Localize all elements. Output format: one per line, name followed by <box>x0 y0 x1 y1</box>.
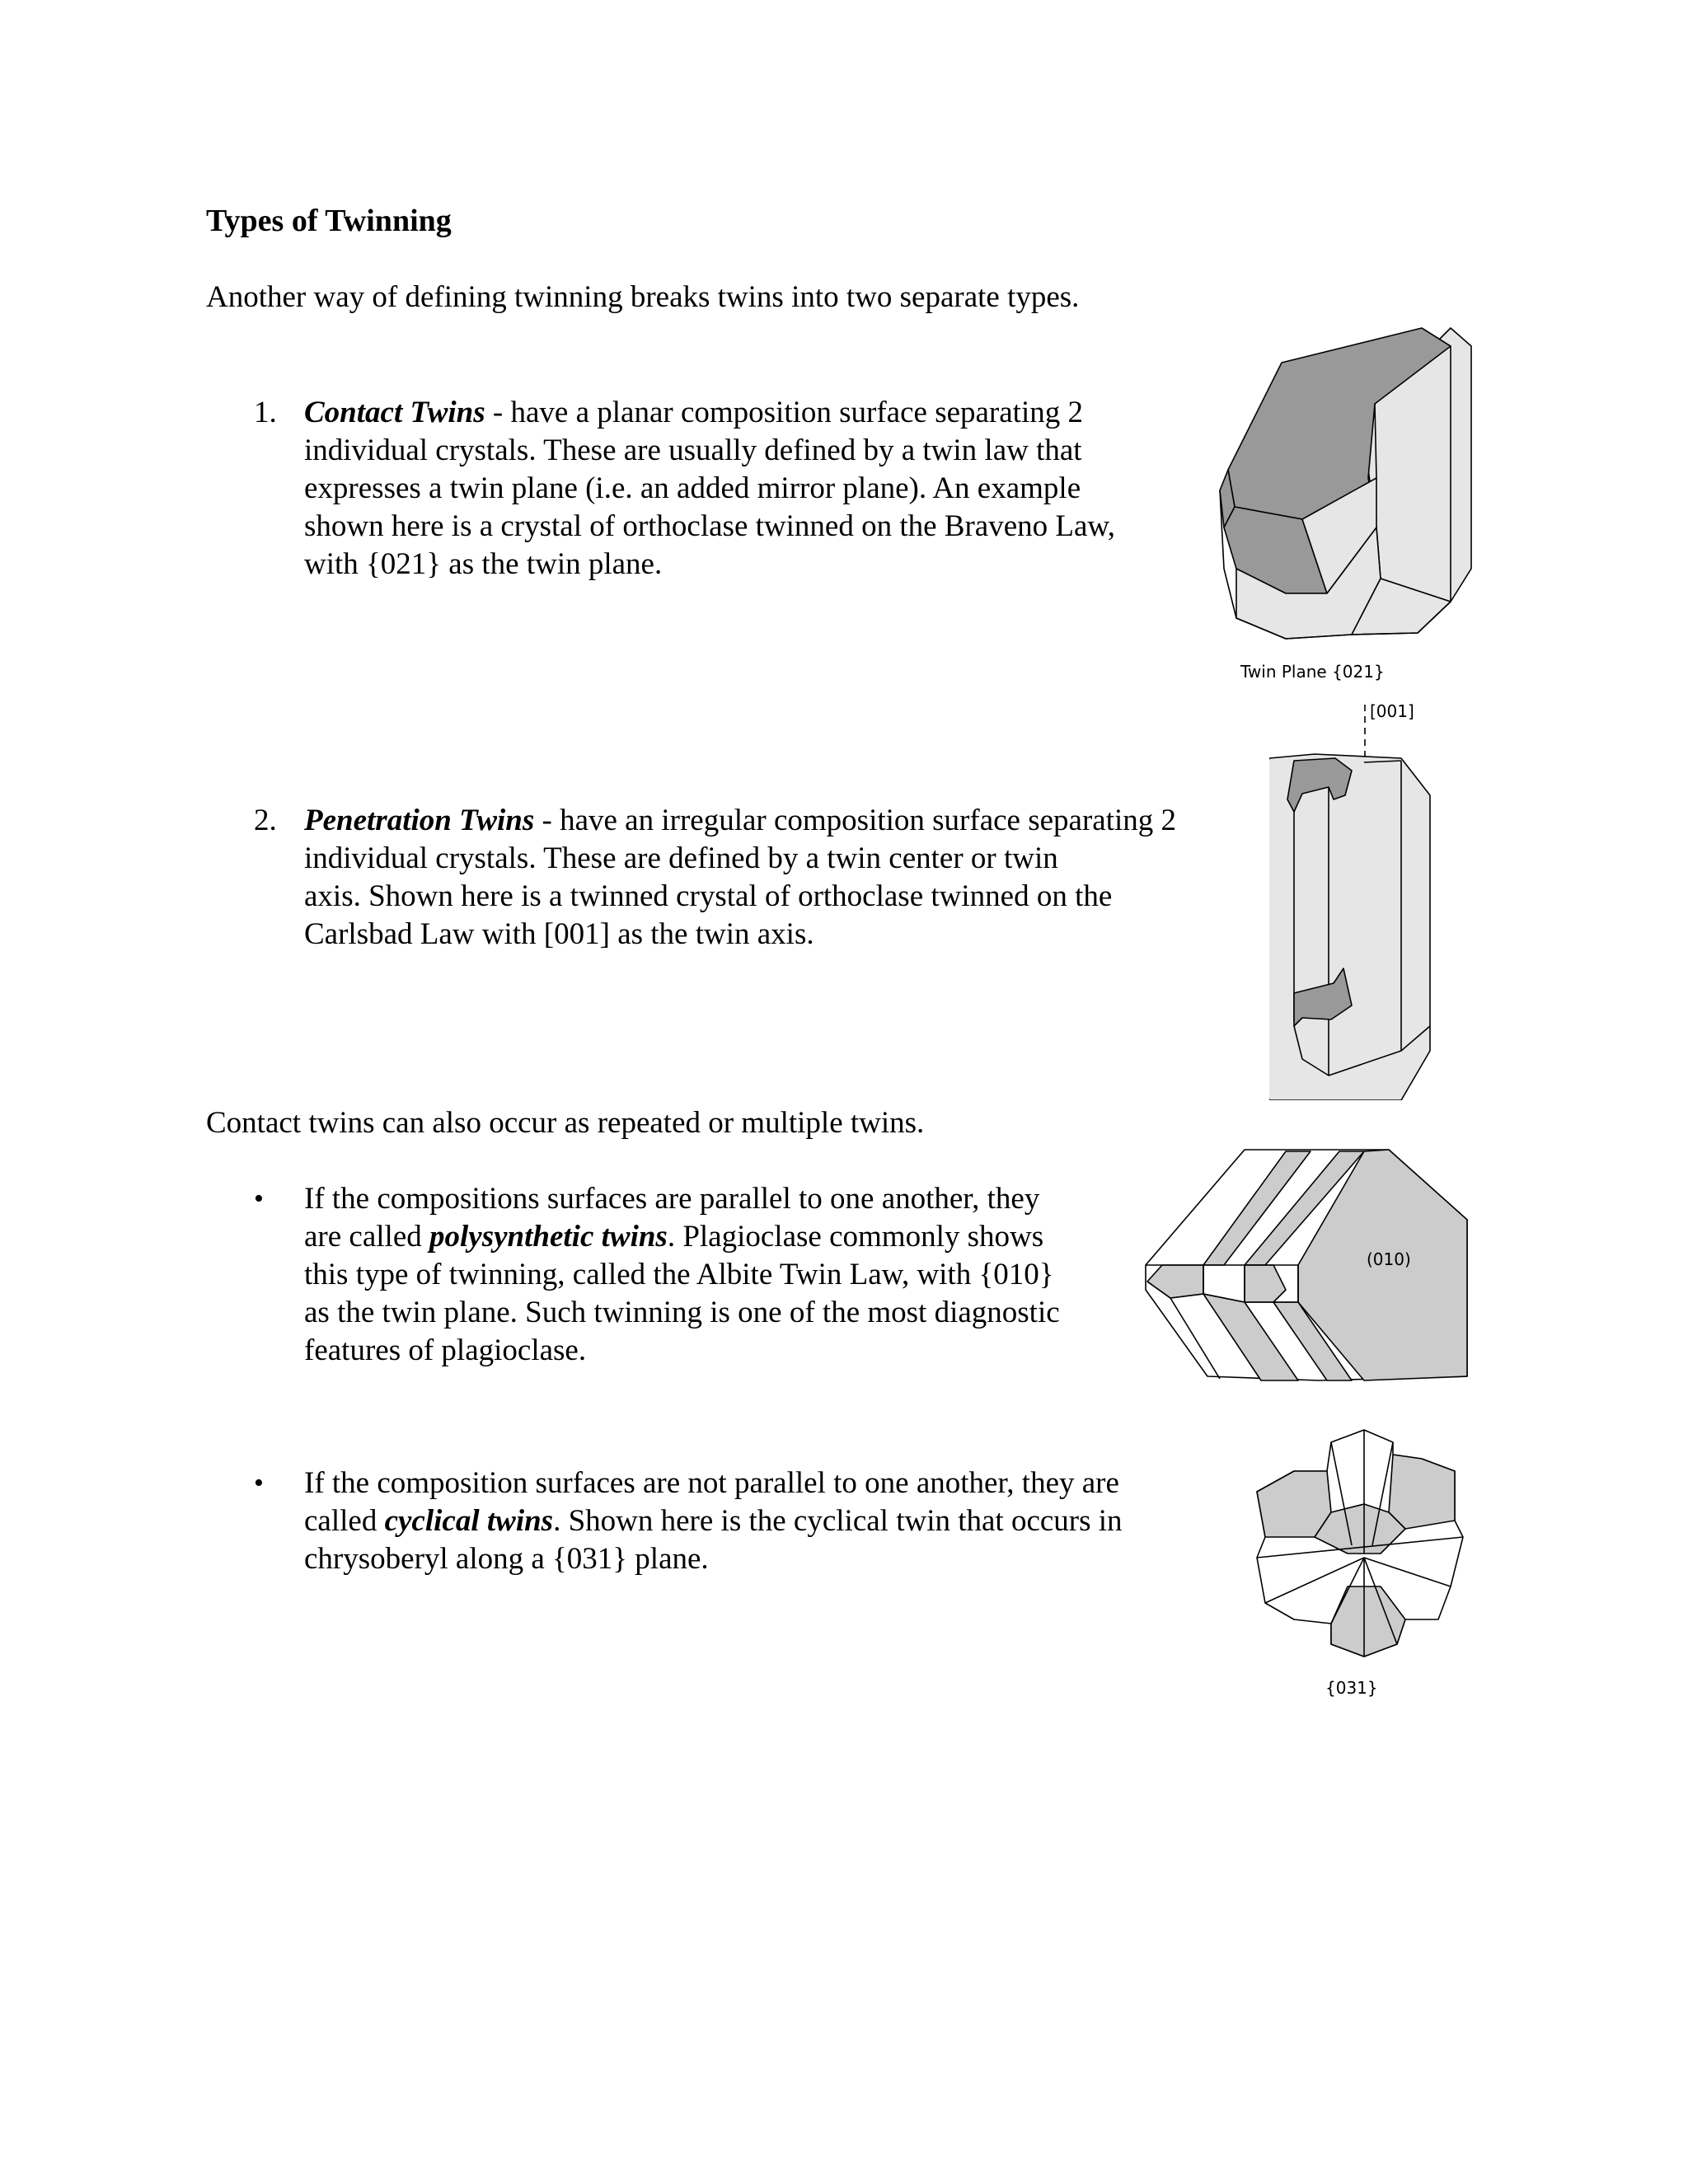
bullet-marker: • <box>254 1468 264 1498</box>
repeated-twins-paragraph: Contact twins can also occur as repeated or multiple twins. <box>206 1106 925 1140</box>
contact-twin-label: Twin Plane {021} <box>1240 662 1385 682</box>
page-title: Types of Twinning <box>206 204 452 238</box>
list-item-line: axis. Shown here is a twinned crystal of orthoclase twinned on the <box>304 879 1113 913</box>
list-item-line <box>304 394 1083 432</box>
term-polysynthetic-twins: polysynthetic twins <box>429 1220 668 1254</box>
list-item-line: Carlsbad Law with [001] as the twin axis. <box>304 917 814 951</box>
line-text: called <box>304 1504 385 1538</box>
bullet-line: features of plagioclase. <box>304 1333 587 1367</box>
bullet-line: chrysoberyl along a {031} plane. <box>304 1542 709 1576</box>
list-item-line <box>304 802 1176 840</box>
list-item-line: with {021} as the twin plane. <box>304 547 663 581</box>
list-item-line: shown here is a crystal of orthoclase twinned on the Braveno Law, <box>304 509 1115 543</box>
line-text: - have a planar composition surface separating 2 <box>485 396 1083 429</box>
bullet-marker: • <box>254 1183 264 1214</box>
contact-twin-figure <box>1203 321 1484 692</box>
list-marker-2: 2. <box>254 804 277 837</box>
bullet-line <box>304 1218 1043 1256</box>
line-text: are called <box>304 1220 429 1254</box>
intro-paragraph: Another way of defining twinning breaks twins into two separate types. <box>206 280 1080 314</box>
bullet-line: If the composition surfaces are not parallel to one another, they are <box>304 1466 1119 1500</box>
term-cyclical-twins: cyclical twins <box>384 1504 554 1538</box>
list-item-line: expresses a twin plane (i.e. an added mirror plane). An example <box>304 471 1081 505</box>
line-text: . Plagioclase commonly shows <box>667 1220 1044 1254</box>
penetration-twin-axis-label: [001] <box>1370 701 1414 721</box>
cyclical-twin-label: {031} <box>1325 1678 1378 1698</box>
list-item-line: individual crystals. These are defined by a twin center or twin <box>304 841 1058 875</box>
line-text: . Shown here is the cyclical twin that occurs in <box>553 1504 1123 1538</box>
cyclical-twin-figure <box>1249 1422 1471 1710</box>
polysynthetic-twin-label: (010) <box>1367 1249 1411 1269</box>
bullet-line: If the compositions surfaces are parallel to one another, they <box>304 1182 1040 1216</box>
polysynthetic-twin-figure <box>1137 1141 1475 1389</box>
line-text: - have an irregular composition surface separating 2 <box>534 804 1177 837</box>
bullet-line: this type of twinning, called the Albite Twin Law, with {010} <box>304 1258 1054 1291</box>
term-penetration-twins: Penetration Twins <box>304 804 535 837</box>
list-item-line: individual crystals. These are usually defined by a twin law that <box>304 434 1082 467</box>
bullet-line: as the twin plane. Such twinning is one of the most diagnostic <box>304 1296 1060 1329</box>
bullet-line <box>304 1502 1123 1540</box>
term-contact-twins: Contact Twins <box>304 396 485 429</box>
penetration-twin-figure <box>1269 696 1451 1100</box>
list-marker-1: 1. <box>254 396 277 429</box>
